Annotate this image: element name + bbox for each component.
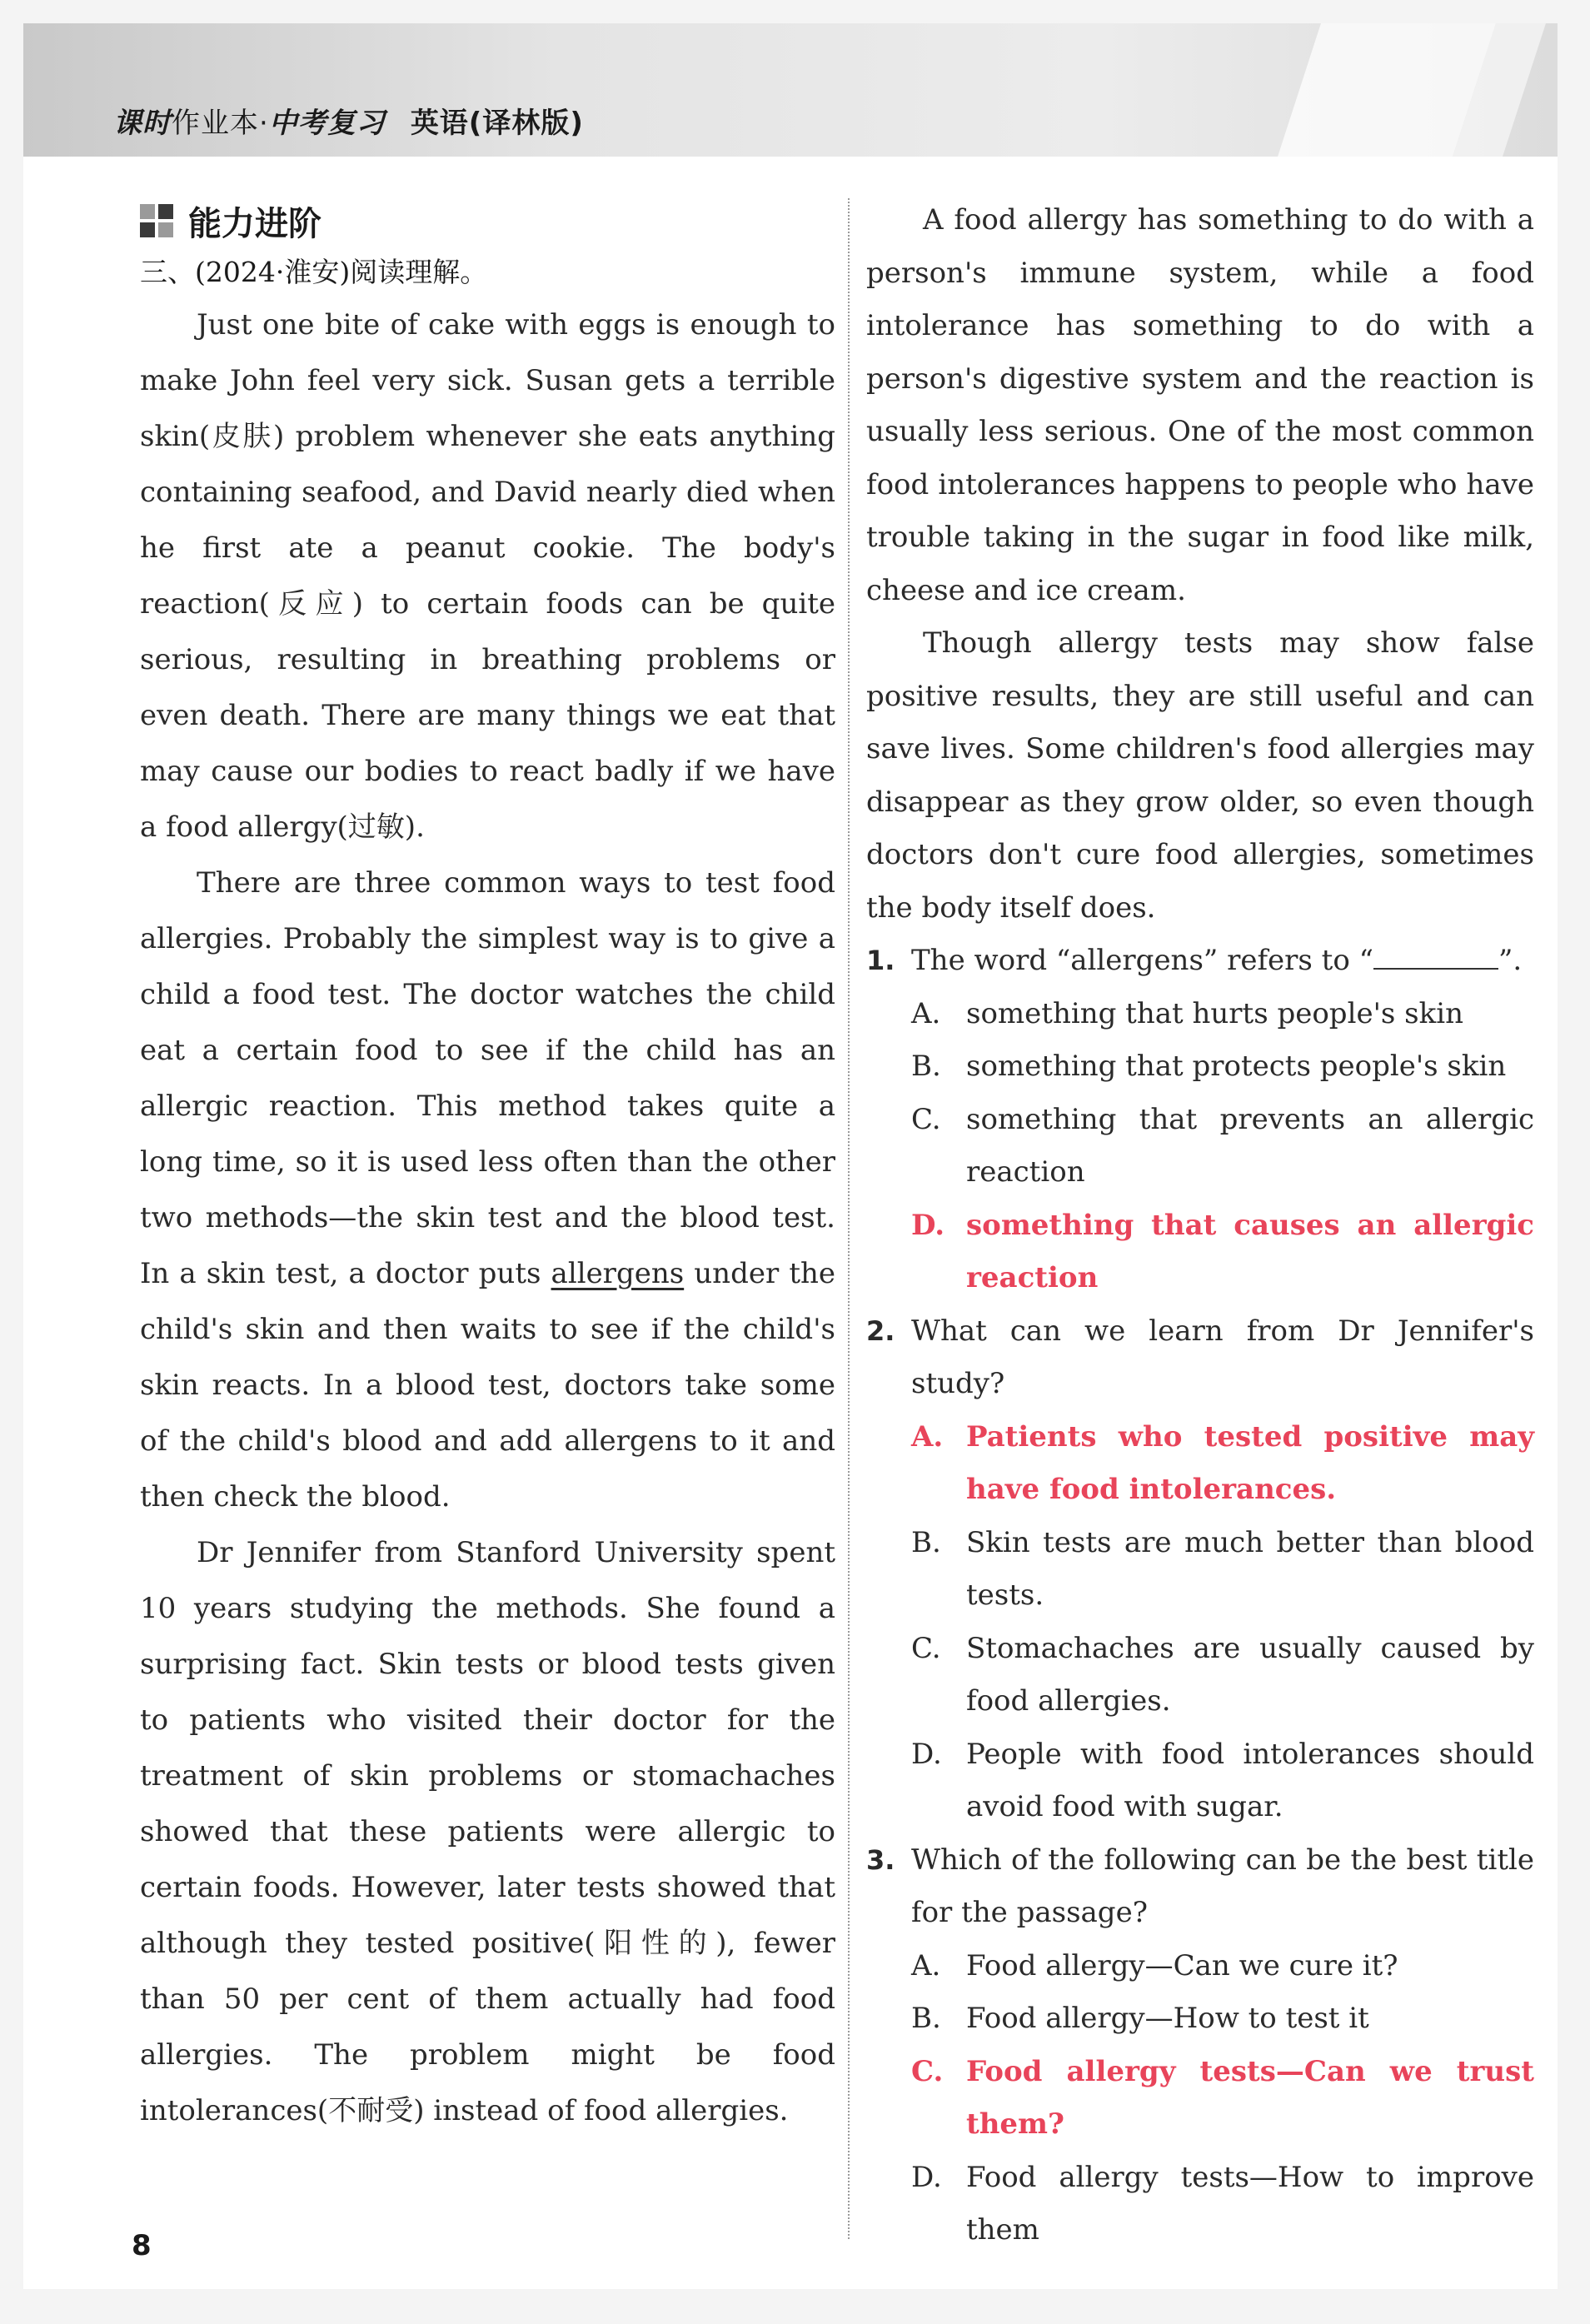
option-letter: A.: [911, 996, 941, 1030]
option-text: Food allergy tests—Can we trust them?: [966, 2054, 1534, 2141]
series-name-bold: 课时: [113, 107, 172, 140]
series-name-bold-2: 中考复习: [268, 107, 386, 140]
page-header: [23, 23, 1558, 157]
option-letter: B.: [911, 2002, 941, 2035]
option-d-correct-answer: [866, 1199, 1534, 1305]
passage-paragraph-3: Dr Jennifer from Stanford University spent 10 years studying the methods. She found a surprising fact. Skin tests or blood tests given to patients who visited their doctor for the treatment of skin problems or stomachaches showed that these patients were allergic to certain foods. However, later tests showed that although they tested positive(阳性的), fewer than 50 per cent of them actually had food allergies. The problem might be food intolerances(不耐受) instead of food allergies.: [140, 1536, 835, 2127]
option-b: [866, 1040, 1534, 1094]
option-c-correct-answer: [866, 2046, 1534, 2152]
question-text: [911, 935, 1534, 988]
page: [23, 23, 1558, 2289]
underlined-word-allergens: allergens: [551, 1257, 685, 1290]
answer-blank: [1373, 943, 1498, 970]
option-text: something that prevents an allergic reaction: [966, 1102, 1534, 1189]
option-c: [866, 1094, 1534, 1199]
right-column: [866, 194, 1534, 2257]
question-2: [866, 1305, 1534, 1834]
option-text: something that hurts people's skin: [966, 996, 1463, 1030]
book-title: [113, 100, 584, 141]
passage-paragraph-5: Though allergy tests may show false positive results, they are still useful and can save lives. Some children's food allergies may disappear as they grow older, so even though doctors don't cure food allergies, sometimes the body itself does.: [866, 626, 1534, 925]
option-letter: D.: [911, 2160, 942, 2194]
question-number: 1.: [866, 945, 895, 976]
option-letter: D.: [911, 1737, 942, 1771]
question-text-before: The word “allergens” refers to “: [911, 944, 1374, 977]
option-letter: A.: [911, 1419, 944, 1454]
option-text: Food allergy tests—How to improve them: [966, 2160, 1534, 2247]
option-b: [866, 1992, 1534, 2046]
section-squares-icon: [140, 204, 173, 237]
option-a: [866, 1940, 1534, 1993]
question-3: [866, 1834, 1534, 2257]
paragraph-2-text-a: There are three common ways to test food allergies. Probably the simplest way is to give a child a food test. The doctor watches the child eat a certain food to see if the child has an allergic reaction. This method takes quite a long time, so it is used less often than the other two methods—the skin test and the blood test. In a skin test, a doctor puts: [140, 866, 835, 1290]
option-text: Patients who tested positive may have food intolerances.: [966, 1419, 1534, 1506]
option-text: something that causes an allergic reaction: [966, 1208, 1534, 1294]
option-letter: C.: [911, 2054, 944, 2088]
passage-paragraph-1: Just one bite of cake with eggs is enough to make John feel very sick. Susan gets a terrible skin(皮肤) problem whenever she eats anything containing seafood, and David nearly died when he first ate a peanut cookie. The body's reaction(反应) to certain foods can be quite serious, resulting in breathing problems or even death. There are many things we eat that may cause our bodies to react badly if we have a food allergy(过敏).: [140, 308, 835, 844]
paragraph-2-text-b: under the child's skin and then waits to see if the child's skin reacts. In a blood test, doctors take some of the child's blood and add allergens to it and then check the blood.: [140, 1257, 835, 1514]
option-letter: D.: [911, 1208, 945, 1242]
option-letter: C.: [911, 1631, 941, 1665]
section-heading: [140, 194, 835, 247]
left-column: [140, 194, 835, 2139]
option-text: People with food intolerances should avoid food with sugar.: [966, 1737, 1534, 1823]
option-text: Stomachaches are usually caused by food allergies.: [966, 1631, 1534, 1718]
option-a-correct-answer: [866, 1411, 1534, 1517]
option-letter: A.: [911, 1948, 941, 1982]
option-letter: B.: [911, 1050, 941, 1083]
option-c: [866, 1623, 1534, 1728]
option-letter: C.: [911, 1102, 941, 1136]
option-d: [866, 1728, 1534, 1834]
section-title: 能力进阶: [188, 204, 321, 243]
subject-label: 英语(译林版): [410, 107, 584, 140]
series-name: 作业本·: [172, 107, 269, 140]
option-d: [866, 2152, 1534, 2257]
question-number: 3.: [866, 1843, 895, 1876]
option-a: [866, 988, 1534, 1041]
option-text: Food allergy—How to test it: [966, 2002, 1369, 2035]
passage-paragraph-2: [140, 855, 835, 1525]
option-text: something that protects people's skin: [966, 1050, 1507, 1083]
passage-paragraph-4: A food allergy has something to do with a person's immune system, while a food intolerance has something to do with a person's digestive system and the reaction is usually less serious. One of the most common food intolerances happens to people who have trouble taking in the sugar in food like milk, cheese and ice cream.: [866, 203, 1534, 607]
question-text: What can we learn from Dr Jennifer's study?: [911, 1314, 1534, 1400]
column-divider: [848, 198, 850, 2239]
question-number: 2.: [866, 1314, 895, 1347]
task-instruction: 三、(2024·淮安)阅读理解。: [140, 256, 488, 288]
question-1: [866, 935, 1534, 1305]
option-text: Skin tests are much better than blood tests.: [966, 1525, 1534, 1612]
option-letter: B.: [911, 1525, 941, 1559]
option-b: [866, 1517, 1534, 1623]
option-text: Food allergy—Can we cure it?: [966, 1948, 1398, 1982]
page-number: 8: [132, 2229, 152, 2262]
question-text: Which of the following can be the best title for the passage?: [911, 1843, 1534, 1929]
question-text-after: ”.: [1498, 944, 1523, 977]
